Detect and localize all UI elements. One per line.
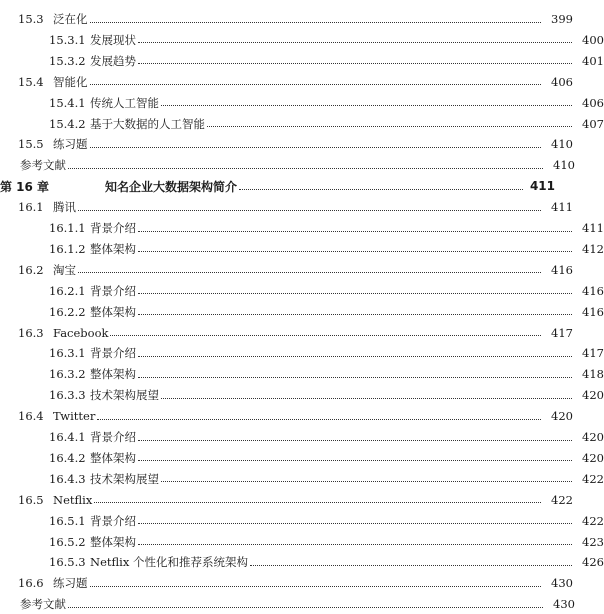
toc-title: 参考文献: [20, 158, 66, 173]
toc-section-number: 16.4: [18, 409, 44, 424]
dot-leader: [68, 168, 543, 169]
dot-leader: [110, 335, 541, 336]
toc-title: 传统人工智能: [90, 95, 159, 110]
toc-row[interactable]: [0, 281, 604, 301]
toc-title: 技术架构展望: [90, 388, 159, 403]
toc-title: 整体架构: [90, 367, 136, 382]
toc-row[interactable]: [0, 134, 573, 154]
dot-leader: [138, 314, 572, 315]
toc-row[interactable]: [0, 532, 604, 552]
dot-leader: [78, 272, 541, 273]
toc-section-number: 第 16 章: [0, 179, 50, 194]
toc-title: 参考文献: [20, 597, 66, 612]
toc-page-number: 418: [582, 367, 604, 382]
toc-title: 整体架构: [90, 450, 136, 465]
toc-title: 基于大数据的人工智能: [90, 116, 205, 131]
toc-title: 整体架构: [90, 241, 136, 256]
toc-row[interactable]: [0, 30, 604, 50]
toc-section-number: 16.3.1: [49, 346, 86, 361]
dot-leader: [138, 440, 572, 441]
toc-page-number: 410: [551, 137, 573, 152]
dot-leader: [161, 398, 572, 399]
dot-leader: [161, 481, 572, 482]
toc-title: 发展趋势: [90, 53, 136, 68]
toc-row[interactable]: [0, 573, 573, 593]
toc-page-number: 417: [582, 346, 604, 361]
toc-row[interactable]: [0, 343, 604, 363]
toc-row[interactable]: [0, 552, 604, 572]
dot-leader: [90, 586, 542, 587]
toc-row[interactable]: [0, 302, 604, 322]
toc-title: 背景介绍: [90, 221, 136, 235]
toc-row[interactable]: [0, 448, 604, 468]
toc-page-number: 416: [582, 283, 604, 298]
toc-page-number: 406: [582, 95, 604, 110]
toc-section-number: 16.2.1: [49, 283, 86, 298]
toc-section-number: 16.3.3: [49, 388, 86, 403]
dot-leader: [78, 210, 541, 211]
toc-page-number: 399: [551, 12, 573, 26]
toc-page-number: 422: [551, 492, 573, 507]
toc-section-number: 15.3.1: [49, 32, 86, 47]
toc-section-number: 15.3.2: [49, 53, 86, 68]
toc-section-number: 16.5.1: [49, 513, 86, 528]
dot-leader: [138, 523, 572, 524]
toc-title: 练习题: [53, 137, 88, 152]
toc-page-number: 426: [582, 555, 604, 570]
toc-title: 技术架构展望: [90, 471, 159, 486]
toc-title: 腾讯: [53, 200, 76, 215]
toc-row[interactable]: [0, 51, 604, 71]
toc-row[interactable]: [0, 490, 573, 510]
toc-section-number: 16.3: [18, 325, 44, 340]
dot-leader: [97, 419, 541, 420]
toc-page-number: 410: [553, 158, 575, 173]
toc-page-number: 423: [582, 534, 604, 549]
toc-section-number: 16.1: [18, 200, 44, 215]
dot-leader: [138, 63, 572, 64]
toc-section-number: 16.6: [18, 576, 44, 591]
toc-section-number: 15.3: [18, 12, 44, 26]
toc-section-number: 16.1.1: [49, 221, 86, 235]
dot-leader: [239, 189, 523, 190]
toc-row[interactable]: [0, 9, 573, 29]
toc-section-number: 15.4.1: [49, 95, 86, 110]
toc-row[interactable]: [0, 385, 604, 405]
toc-title: 背景介绍: [90, 283, 136, 298]
toc-page-number: 417: [551, 325, 573, 340]
toc-section-number: 16.5.2: [49, 534, 86, 549]
toc-title: Twitter: [53, 409, 96, 424]
toc-section-number: 16.4.2: [49, 450, 86, 465]
toc-page-number: 420: [582, 430, 604, 444]
dot-leader: [138, 460, 572, 461]
toc-title: 知名企业大数据架构简介: [105, 179, 238, 194]
dot-leader: [250, 565, 572, 566]
toc-title: 练习题: [53, 576, 88, 591]
toc-title: 智能化: [53, 74, 88, 89]
toc-row[interactable]: [0, 239, 604, 259]
dot-leader: [90, 22, 542, 23]
toc-page-number: 422: [582, 513, 604, 528]
toc-section-number: 16.4.3: [49, 471, 86, 486]
dot-leader: [138, 251, 572, 252]
toc-section-number: 16.5: [18, 492, 44, 507]
toc-row[interactable]: [0, 197, 573, 217]
dot-leader: [138, 377, 572, 378]
toc-page-number: 430: [551, 576, 573, 591]
toc-row[interactable]: [0, 406, 573, 426]
dot-leader: [68, 607, 543, 608]
toc-page-number: 401: [582, 53, 604, 68]
toc-title: 发展现状: [90, 32, 136, 47]
toc-title: Netflix: [53, 492, 93, 507]
toc-section-number: 16.2: [18, 262, 44, 277]
toc-section-number: 15.4.2: [49, 116, 86, 131]
toc-page-number: 416: [551, 262, 573, 277]
toc-row[interactable]: [0, 364, 604, 384]
toc-page-number: 407: [582, 116, 604, 131]
toc-title: 整体架构: [90, 304, 136, 319]
toc-section-number: 16.4.1: [49, 430, 86, 444]
toc-page-number: 430: [553, 597, 575, 612]
toc-title: Netflix 个性化和推荐系统架构: [90, 555, 248, 570]
toc-section-number: 15.5: [18, 137, 44, 152]
toc-page-number: 420: [582, 388, 604, 403]
toc-title: 整体架构: [90, 534, 136, 549]
toc-row[interactable]: [0, 594, 575, 614]
toc-section-number: 15.4: [18, 74, 44, 89]
toc-title: 背景介绍: [90, 513, 136, 528]
toc-row[interactable]: [0, 323, 573, 343]
dot-leader: [207, 126, 572, 127]
toc-page-number: 420: [551, 409, 573, 424]
toc-page-number: 406: [551, 74, 573, 89]
dot-leader: [90, 84, 542, 85]
dot-leader: [138, 42, 572, 43]
toc-section-number: 16.3.2: [49, 367, 86, 382]
toc-chapter-row[interactable]: [0, 176, 555, 196]
toc-page-number: 416: [582, 304, 604, 319]
toc-title: Facebook: [53, 325, 109, 340]
toc-section-number: 16.1.2: [49, 241, 86, 256]
toc-row[interactable]: [0, 218, 604, 238]
toc-page-number: 411: [582, 221, 604, 235]
toc-page-number: 400: [582, 32, 604, 47]
toc-row[interactable]: [0, 155, 575, 175]
toc-row[interactable]: [0, 93, 604, 113]
dot-leader: [161, 105, 572, 106]
toc-title: 背景介绍: [90, 430, 136, 444]
dot-leader: [138, 356, 572, 357]
toc-row[interactable]: [0, 511, 604, 531]
toc-title: 淘宝: [53, 262, 76, 277]
dot-leader: [90, 147, 542, 148]
toc-title: 泛在化: [53, 12, 88, 26]
toc-row[interactable]: [0, 72, 573, 92]
toc-row[interactable]: [0, 469, 604, 489]
toc-page-number: 422: [582, 471, 604, 486]
dot-leader: [94, 502, 541, 503]
toc-title: 背景介绍: [90, 346, 136, 361]
dot-leader: [138, 544, 572, 545]
toc-page-number: 412: [582, 241, 604, 256]
toc-page-number: 411: [551, 200, 573, 215]
dot-leader: [138, 231, 572, 232]
toc-row[interactable]: [0, 260, 573, 280]
toc-section-number: 16.2.2: [49, 304, 86, 319]
toc-row[interactable]: [0, 427, 604, 447]
toc-section-number: 16.5.3: [49, 555, 86, 570]
toc-page-number: 420: [582, 450, 604, 465]
toc-page-number: 411: [529, 179, 555, 194]
dot-leader: [138, 293, 572, 294]
toc-row[interactable]: [0, 114, 604, 134]
